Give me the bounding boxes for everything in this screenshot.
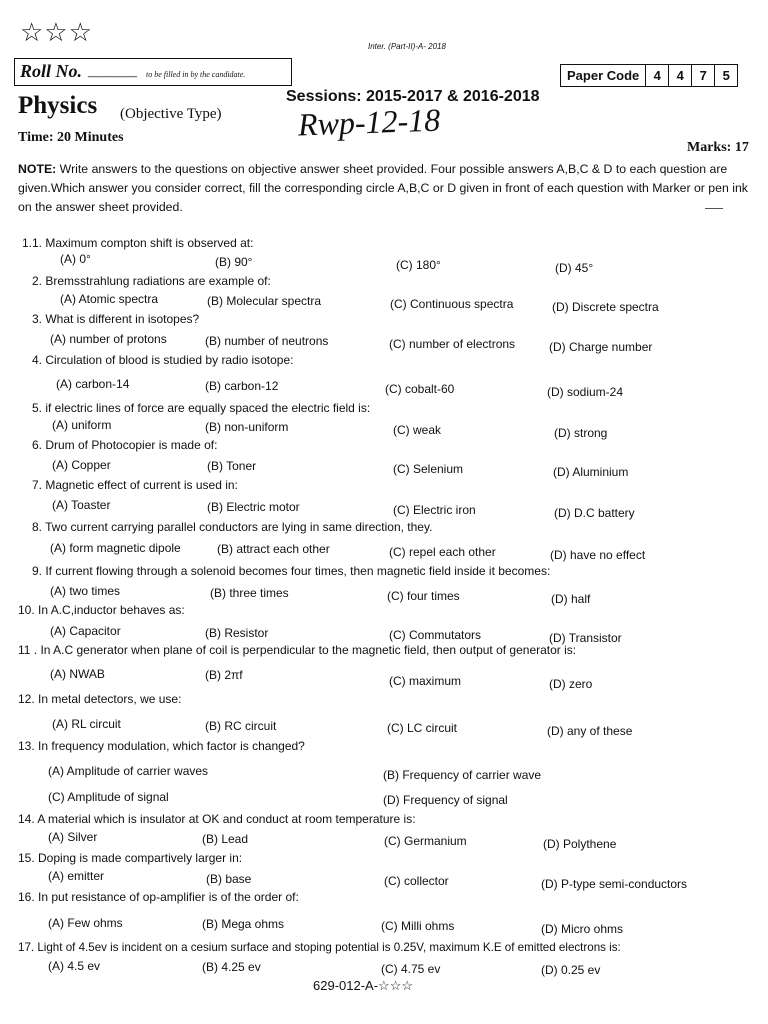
option-c: (C) Selenium bbox=[393, 462, 464, 476]
exam-label: Inter. (Part-II)-A- 2018 bbox=[368, 42, 446, 51]
option-d: (D) 45° bbox=[555, 261, 594, 275]
option-d: (D) zero bbox=[549, 677, 593, 691]
option-b: (B) number of neutrons bbox=[205, 334, 329, 348]
question-text: 13. In frequency modulation, which factor is changed? bbox=[18, 739, 305, 753]
option-a: (A) 0° bbox=[60, 252, 91, 266]
header-stars: ☆☆☆ bbox=[20, 18, 93, 47]
note-label: NOTE: bbox=[18, 162, 57, 176]
option-b: (B) attract each other bbox=[217, 542, 330, 556]
roll-number-note: to be filled in by the candidate. bbox=[146, 70, 246, 79]
question-text: 3. What is different in isotopes? bbox=[32, 312, 200, 326]
option-a: (A) NWAB bbox=[50, 667, 105, 681]
option-d: (D) D.C battery bbox=[554, 506, 635, 520]
total-marks: Marks: 17 bbox=[687, 140, 749, 155]
option-b: (B) Electric motor bbox=[207, 500, 300, 514]
paper-footer-code: 629-012-A-☆☆☆ bbox=[313, 978, 414, 993]
question-text: 15. Doping is made compartively larger in: bbox=[18, 851, 243, 865]
option-b: (B) Lead bbox=[202, 832, 249, 846]
question-text: 1.1. Maximum compton shift is observed at: bbox=[22, 236, 254, 250]
option-c: (C) Germanium bbox=[384, 834, 467, 848]
handwritten-note: Rwp-12-18 bbox=[297, 101, 441, 143]
subject-title: Physics bbox=[18, 92, 98, 119]
question-text: 14. A material which is insulator at OK and conduct at room temperature is: bbox=[18, 812, 416, 826]
option-a: (A) Silver bbox=[48, 830, 98, 844]
option-c: (C) Commutators bbox=[389, 628, 482, 642]
question-text: 8. Two current carrying parallel conductors are lying in same direction, they. bbox=[32, 520, 433, 534]
option-d: (D) Micro ohms bbox=[541, 922, 624, 936]
option-c: (C) weak bbox=[393, 423, 442, 437]
stray-mark bbox=[705, 208, 723, 219]
option-a: (A) two times bbox=[50, 584, 121, 598]
question-text: 11 . In A.C generator when plane of coil is perpendicular to the magnetic field, then output of generator is: bbox=[18, 643, 577, 657]
option-b: (B) 4.25 ev bbox=[202, 960, 261, 974]
option-c: (C) collector bbox=[384, 874, 449, 888]
option-c: (C) LC circuit bbox=[387, 721, 458, 735]
option-b: (B) Frequency of carrier wave bbox=[383, 768, 542, 782]
option-c: (C) maximum bbox=[389, 674, 461, 688]
note-text: Write answers to the questions on objective answer sheet provided. Four possible answers A,B,C & D to each question are given.Which answer you consider correct, fill the corresponding circle A,B,C or D given in front of each question with Marker or pen ink on the answer sheet provided. bbox=[18, 162, 748, 214]
paper-code-digit: 5 bbox=[722, 68, 730, 83]
paper-code-box bbox=[560, 64, 738, 87]
option-c: (C) Electric iron bbox=[393, 503, 476, 517]
subject-type: (Objective Type) bbox=[120, 106, 222, 122]
question-text: 16. In put resistance of op-amplifier is of the order of: bbox=[18, 890, 299, 904]
option-d: (D) strong bbox=[554, 426, 608, 440]
option-b: (B) RC circuit bbox=[205, 719, 277, 733]
option-c: (C) repel each other bbox=[389, 545, 496, 559]
question-text: 2. Bremsstrahlung radiations are example of: bbox=[32, 274, 271, 288]
option-a: (A) Amplitude of carrier waves bbox=[48, 764, 209, 778]
option-b: (B) 2πf bbox=[205, 668, 243, 682]
option-d: (D) any of these bbox=[547, 724, 633, 738]
option-b: (B) non-uniform bbox=[205, 420, 289, 434]
question-text: 9. If current flowing through a solenoid becomes four times, then magnetic field inside it becomes: bbox=[32, 564, 551, 578]
option-a: (A) emitter bbox=[48, 869, 105, 883]
option-a: (A) form magnetic dipole bbox=[50, 541, 181, 555]
option-d: (D) Discrete spectra bbox=[552, 300, 659, 314]
time-allowed: Time: 20 Minutes bbox=[18, 130, 124, 145]
option-a: (A) Few ohms bbox=[48, 916, 123, 930]
option-d: (D) Transistor bbox=[549, 631, 622, 645]
option-b: (B) Toner bbox=[207, 459, 257, 473]
option-c: (C) 4.75 ev bbox=[381, 962, 441, 976]
option-b: (B) 90° bbox=[215, 255, 253, 269]
option-d: (D) sodium-24 bbox=[547, 385, 624, 399]
option-c: (C) Continuous spectra bbox=[390, 297, 514, 311]
paper-code-digit: 4 bbox=[669, 65, 692, 86]
option-a: (A) Copper bbox=[52, 458, 111, 472]
option-d: (D) 0.25 ev bbox=[541, 963, 601, 977]
option-d: (D) Polythene bbox=[543, 837, 617, 851]
question-text: 4. Circulation of blood is studied by radio isotope: bbox=[32, 353, 294, 367]
paper-code-digit: 4 bbox=[646, 65, 669, 86]
roll-number-label: Roll No. bbox=[20, 61, 83, 81]
option-c: (C) cobalt-60 bbox=[385, 382, 455, 396]
sessions-label: Sessions: 2015-2017 & 2016-2018 bbox=[286, 88, 540, 105]
paper-code-digit: 7 bbox=[692, 65, 715, 86]
option-b: (B) base bbox=[206, 872, 252, 886]
roll-number-blank: ________ bbox=[88, 66, 137, 78]
option-d: (D) Aluminium bbox=[553, 465, 629, 479]
option-b: (B) Resistor bbox=[205, 626, 269, 640]
option-b: (B) carbon-12 bbox=[205, 379, 279, 393]
option-d: (D) P-type semi-conductors bbox=[541, 877, 688, 891]
option-b: (B) three times bbox=[210, 586, 289, 600]
option-a: (A) Toaster bbox=[52, 498, 111, 512]
option-b: (B) Mega ohms bbox=[202, 917, 285, 931]
question-text: 17. Light of 4.5ev is incident on a cesium surface and stoping potential is 0.25V, maximum K.E of emitted electrons is: bbox=[18, 941, 621, 954]
option-d: (D) Charge number bbox=[549, 340, 653, 354]
option-a: (A) uniform bbox=[52, 418, 112, 432]
option-a: (A) carbon-14 bbox=[56, 377, 130, 391]
option-c: (C) Amplitude of signal bbox=[48, 790, 169, 804]
question-text: 12. In metal detectors, we use: bbox=[18, 692, 182, 706]
option-d: (D) have no effect bbox=[550, 548, 646, 562]
question-text: 10. In A.C,inductor behaves as: bbox=[18, 603, 185, 617]
option-d: (D) Frequency of signal bbox=[383, 793, 508, 807]
option-a: (A) Atomic spectra bbox=[60, 292, 159, 306]
option-a: (A) Capacitor bbox=[50, 624, 121, 638]
instructions-note bbox=[18, 160, 753, 217]
option-c: (C) four times bbox=[387, 589, 460, 603]
option-a: (A) RL circuit bbox=[52, 717, 121, 731]
option-d: (D) half bbox=[551, 592, 591, 606]
question-text: 7. Magnetic effect of current is used in: bbox=[32, 478, 238, 492]
option-c: (C) Milli ohms bbox=[381, 919, 455, 933]
option-c: (C) 180° bbox=[396, 258, 441, 272]
question-text: 5. if electric lines of force are equally spaced the electric field is: bbox=[32, 401, 371, 415]
question-text: 6. Drum of Photocopier is made of: bbox=[32, 438, 218, 452]
option-a: (A) number of protons bbox=[50, 332, 167, 346]
option-b: (B) Molecular spectra bbox=[207, 294, 322, 308]
paper-code-label: Paper Code bbox=[561, 65, 646, 86]
option-c: (C) number of electrons bbox=[389, 337, 516, 351]
option-a: (A) 4.5 ev bbox=[48, 959, 101, 973]
